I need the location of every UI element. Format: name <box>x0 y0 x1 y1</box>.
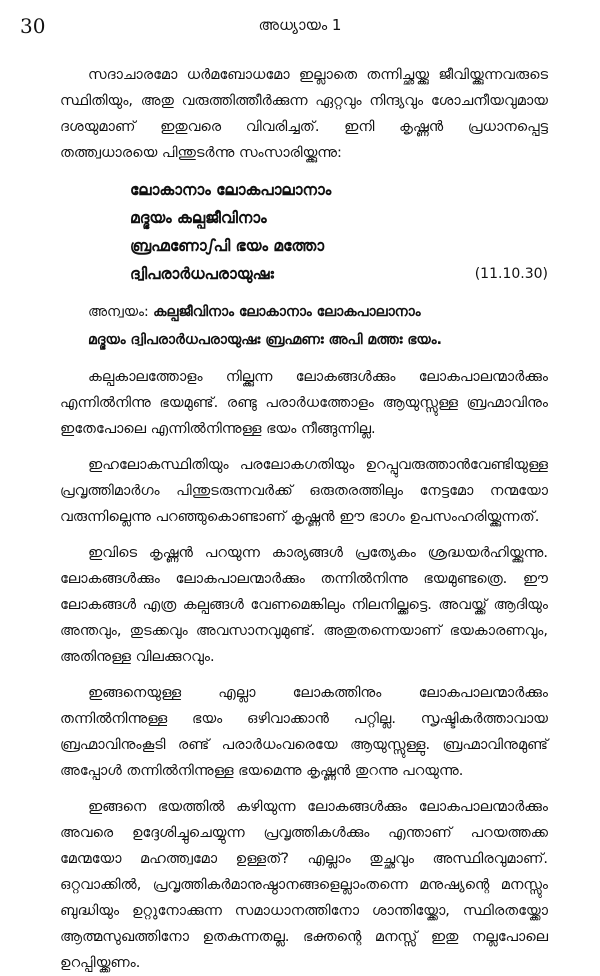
anvaya-line-1 <box>88 298 548 326</box>
anvaya-label: അന്വയം: <box>88 304 149 320</box>
verse-line: മദ്ഭയം കല്പജീവിനാം <box>130 209 267 227</box>
body-paragraph: ഇങ്ങനെയുള്ള എല്ലാ ലോകത്തിനും ലോകപാലന്മാർക്കും തന്നിൽനിന്നുള്ള ഭയം ഒഴിവാക്കാൻ പറ്റില്ല. സൃഷ്ടികർത്താവായ ബ്രഹ്മാവിനുംകൂടി രണ്ട് പരാർധംവരെയേ ആയുസ്സുള്ളു. ബ്രഹ്മാവിനുമുണ്ട് അപ്പോൾ തന്നിൽനിന്നുള്ള ഭയമെന്നു കൃഷ്ണൻ തുറന്നു പറയുന്നു. <box>60 685 548 779</box>
body-paragraph: ഇവിടെ കൃഷ്ണൻ പറയുന്ന കാര്യങ്ങൾ പ്രത്യേകം ശ്രദ്ധയർഹിയ്ക്കുന്നു. ലോകങ്ങൾക്കും ലോകപാലന്മാർക്കും തന്നിൽനിന്നു ഭയമുണ്ടത്രെ. ഈ ലോകങ്ങൾ എത്ര കല്പങ്ങൾ വേണമെങ്കിലും നിലനില്ക്കട്ടെ. അവയ്ക്ക് ആദിയും അന്തവും, തുടക്കവും അവസാനവുമുണ്ട്. അതുതന്നെയാണ് ഭയകാരണവും, അതിനുള്ള വിലക്കുറവും. <box>60 545 548 665</box>
verse-line: ബ്രഹ്മണോഽപി ഭയം മത്തോ <box>130 237 325 255</box>
anvaya-line-2: മദ്ഭയം ദ്വിപരാർധപരായുഷഃ ബ്രഹ്മണഃ അപി മത്തഃ ഭയം. <box>88 332 442 348</box>
sanskrit-verse <box>130 176 548 288</box>
anvaya-text: കല്പജീവിനാം ലോകാനാം ലോകപാലാനാം <box>153 304 421 320</box>
verse-line: ദ്വിപരാർധപരായുഷഃ <box>130 265 274 283</box>
verse-line-last <box>130 260 548 288</box>
page-body <box>60 62 548 976</box>
page-number: 30 <box>20 14 46 38</box>
chapter-title: അധ്യായം 1 <box>258 16 342 34</box>
anvaya-block <box>88 298 548 354</box>
intro-paragraph: സദാചാരമോ ധർമബോധമോ ഇല്ലാതെ തന്നിച്ഛയ്ക്കു ജീവിയ്ക്കുന്നവരുടെ സ്ഥിതിയും, അതു വരുത്തിത്തീർക്കുന്ന ഏറ്റവും നിന്ദ്യവും ശോചനീയവുമായ ദശയുമാണ് ഇതുവരെ വിവരിച്ചത്. ഇനി കൃഷ്ണൻ പ്രധാനപ്പെട്ട തത്ത്വധാരയെ പിന്തുടർന്നു സംസാരിയ്ക്കുന്നു: <box>60 67 548 161</box>
body-paragraph: കല്പകാലത്തോളം നില്ക്കുന്ന ലോകങ്ങൾക്കും ലോകപാലന്മാർക്കും എന്നിൽനിന്നു ഭയമുണ്ട്. രണ്ടു പരാർധത്തോളം ആയുസ്സുള്ള ബ്രഹ്മാവിനും ഇതേപോലെ എന്നിൽനിന്നുള്ള ഭയം നീങ്ങുന്നില്ല. <box>60 369 548 437</box>
body-paragraph: ഇങ്ങനെ ഭയത്തിൽ കഴിയുന്ന ലോകങ്ങൾക്കും ലോകപാലന്മാർക്കും അവരെ ഉദ്ദേശിച്ചുചെയ്യുന്ന പ്രവൃത്തികൾക്കും എന്താണ് പറയത്തക്ക മേന്മയോ മഹത്ത്വമോ ഉള്ളത്? എല്ലാം തുച്ഛവും അസ്ഥിരവുമാണ്. ഒറ്റവാക്കിൽ, പ്രവൃത്തികർമാനുഷ്ഠാനങ്ങളെല്ലാംതന്നെ മനുഷ്യന്റെ മനസ്സും ബുദ്ധിയും ഉറ്റുനോക്കുന്ന സമാധാനത്തിനോ ശാന്തിയ്ക്കോ, സ്ഥിരതയ്ക്കോ ആത്മസുഖത്തിനോ ഉതകുന്നതല്ല. ഭക്തന്റെ മനസ്സ് ഇതു നല്ലപോലെ ഉറപ്പിയ്ക്കണം. <box>60 799 548 971</box>
body-paragraph: ഇഹലോകസ്ഥിതിയും പരലോകഗതിയും ഉറപ്പുവരുത്താൻവേണ്ടിയുള്ള പ്രവൃത്തിമാർഗം പിന്തുടരുന്നവർക്ക് ഒരുതരത്തിലും നേട്ടമോ നന്മയോ വരുന്നില്ലെന്നു പറഞ്ഞുകൊണ്ടാണ് കൃഷ്ണൻ ഈ ഭാഗം ഉപസംഹരിയ്ക്കുന്നത്. <box>60 457 548 525</box>
verse-line: ലോകാനാം ലോകപാലാനാം <box>130 181 332 199</box>
verse-reference: (11.10.30) <box>474 266 548 282</box>
